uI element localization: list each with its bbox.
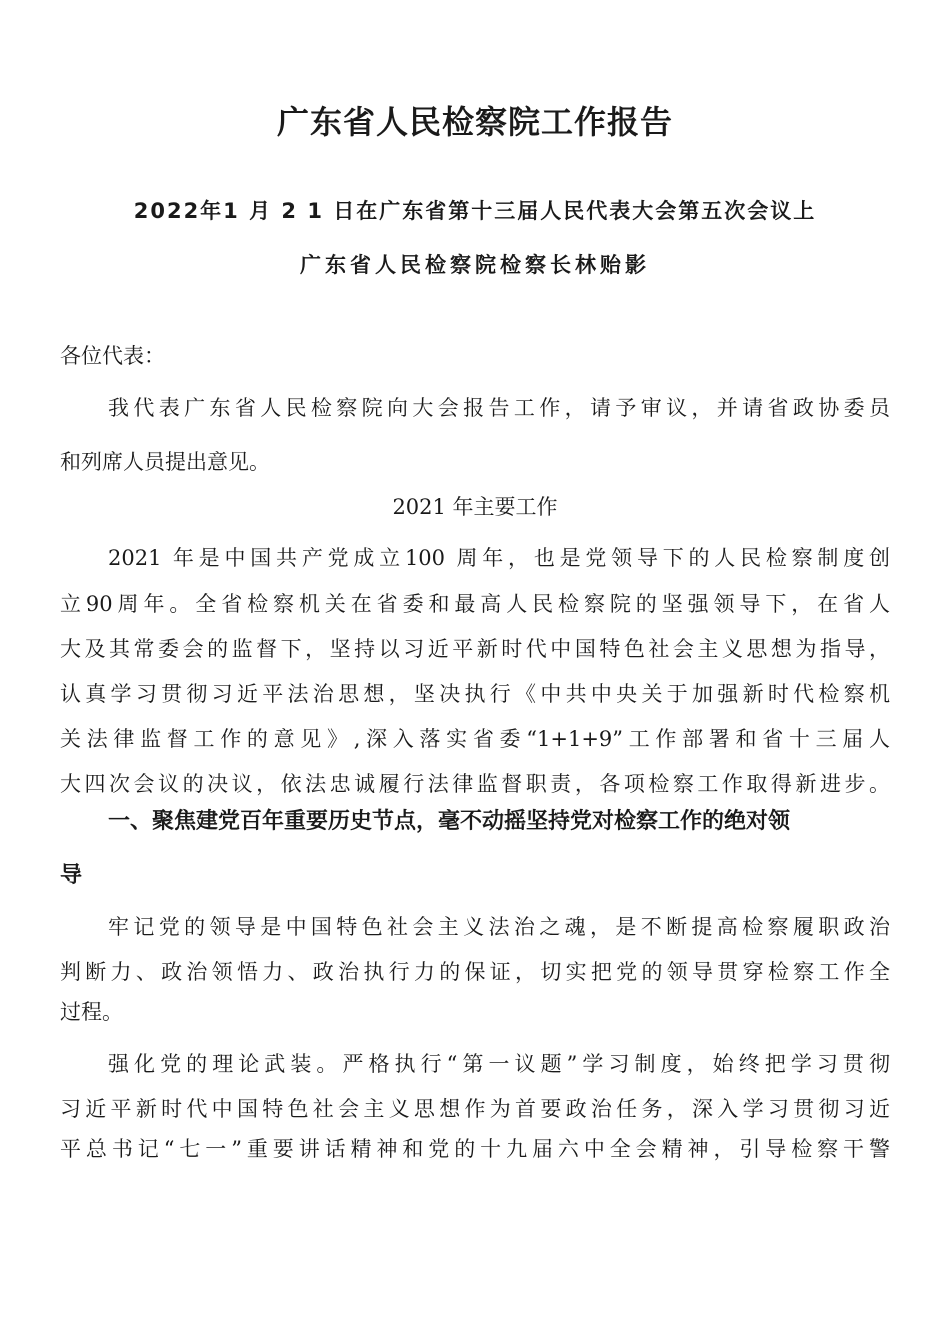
paragraph-line: 强化党的理论武装。严格执行“第一议题”学习制度，始终把学习贯彻 — [108, 1052, 890, 1076]
subtitle-author-line: 广东省人民检察院检察长林贻影 — [300, 253, 650, 277]
paragraph-line: 认真学习贯彻习近平法治思想，坚决执行《中共中央关于加强新时代检察机 — [60, 682, 890, 706]
paragraph-line: 牢记党的领导是中国特色社会主义法治之魂，是不断提高检察履职政治 — [108, 915, 890, 939]
intro-line: 我代表广东省人民检察院向大会报告工作，请予审议，并请省政协委员 — [108, 396, 890, 420]
intro-line: 和列席人员提出意见。 — [60, 450, 270, 474]
heading-one-line: 一、聚焦建党百年重要历史节点，毫不动摇坚持党对检察工作的绝对领 — [108, 809, 791, 834]
paragraph-line: 2021 年是中国共产党成立100 周年，也是党领导下的人民检察制度创 — [108, 546, 890, 570]
paragraph-line: 大四次会议的决议，依法忠诚履行法律监督职责，各项检察工作取得新进步。 — [60, 772, 890, 796]
paragraph-line: 过程。 — [60, 1000, 123, 1024]
heading-one-line: 导 — [60, 863, 83, 888]
salutation: 各位代表： — [60, 344, 165, 368]
paragraph-line: 平总书记“七一”重要讲话精神和党的十九届六中全会精神，引导检察干警 — [60, 1137, 890, 1161]
paragraph-line: 大及其常委会的监督下，坚持以习近平新时代中国特色社会主义思想为指导， — [60, 637, 890, 661]
paragraph-line: 判断力、政治领悟力、政治执行力的保证，切实把党的领导贯穿检察工作全 — [60, 960, 890, 984]
paragraph-line: 关法律监督工作的意见》,深入落实省委“1+1+9”工作部署和省十三届人 — [60, 727, 890, 751]
subtitle-date-line: 2022年1 月 2 1 日在广东省第十三届人民代表大会第五次会议上 — [133, 199, 817, 223]
document-title: 广东省人民检察院工作报告 — [276, 103, 673, 141]
paragraph-line: 立90周年。全省检察机关在省委和最高人民检察院的坚强领导下，在省人 — [60, 592, 890, 616]
paragraph-line: 习近平新时代中国特色社会主义思想作为首要政治任务，深入学习贯彻习近 — [60, 1097, 890, 1121]
section-heading: 2021 年主要工作 — [392, 495, 558, 519]
